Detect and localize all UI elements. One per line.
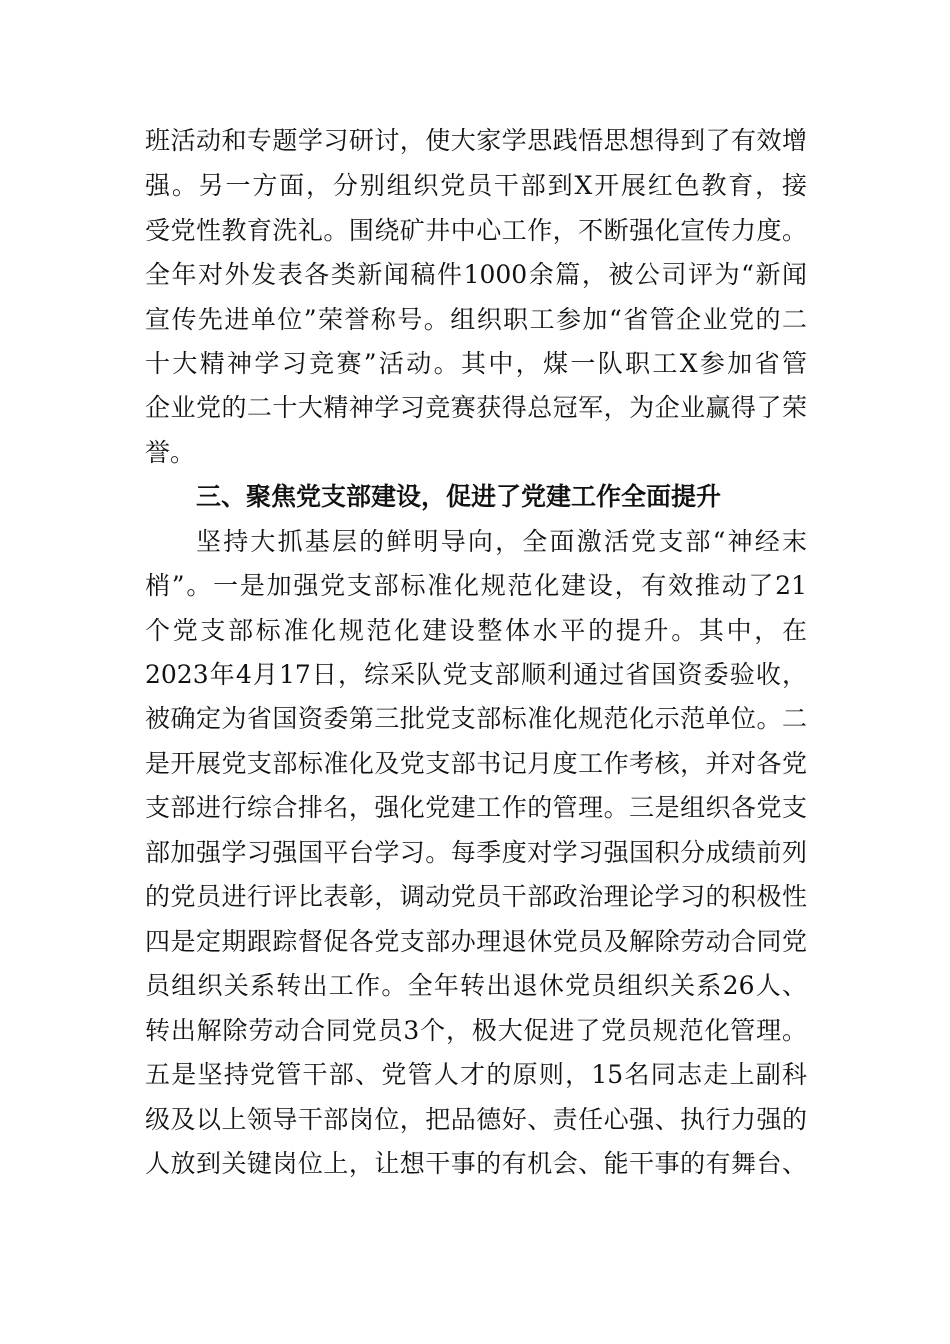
paragraph-line: 是开展党支部标准化及党支部书记月度工作考核，并对各党 — [145, 749, 807, 778]
paragraph-line: 全年对外发表各类新闻稿件1000余篇，被公司评为“新闻 — [145, 260, 807, 289]
section-heading: 三、聚焦党支部建设，促进了党建工作全面提升 — [196, 482, 722, 511]
paragraph-line: 梢”。一是加强党支部标准化规范化建设，有效推动了21 — [145, 571, 807, 600]
paragraph-line: 部加强学习强国平台学习。每季度对学习强国积分成绩前列 — [145, 838, 807, 867]
paragraph-line: 被确定为省国资委第三批党支部标准化规范化示范单位。二 — [145, 704, 807, 733]
paragraph-line: 宣传先进单位”荣誉称号。组织职工参加“省管企业党的二 — [145, 305, 807, 334]
paragraph-line: 员组织关系转出工作。全年转出退休党员组织关系26人、 — [145, 971, 807, 1000]
paragraph-line: 强。另一方面，分别组织党员干部到X开展红色教育，接 — [145, 171, 807, 200]
paragraph-line: 的党员进行评比表彰，调动党员干部政治理论学习的积极性 — [145, 882, 807, 911]
paragraph-line: 四是定期跟踪督促各党支部办理退休党员及解除劳动合同党 — [145, 927, 807, 956]
paragraph-line: 受党性教育洗礼。围绕矿井中心工作，不断强化宣传力度。 — [145, 216, 807, 245]
paragraph-line: 个党支部标准化规范化建设整体水平的提升。其中，在 — [145, 616, 807, 645]
paragraph-line: 十大精神学习竞赛”活动。其中，煤一队职工X参加省管 — [145, 349, 807, 378]
paragraph-line: 坚持大抓基层的鲜明导向，全面激活党支部“神经末 — [196, 527, 807, 556]
paragraph-line: 誉。 — [145, 438, 196, 467]
paragraph-line: 班活动和专题学习研讨，使大家学思践悟思想得到了有效增 — [145, 126, 807, 155]
paragraph-line: 五是坚持党管干部、党管人才的原则，15名同志走上副科 — [145, 1060, 807, 1089]
paragraph-line: 企业党的二十大精神学习竞赛获得总冠军，为企业赢得了荣 — [145, 393, 807, 422]
paragraph-line: 支部进行综合排名，强化党建工作的管理。三是组织各党支 — [145, 793, 807, 822]
paragraph-line: 转出解除劳动合同党员3个，极大促进了党员规范化管理。 — [145, 1016, 807, 1045]
paragraph-line: 人放到关键岗位上，让想干事的有机会、能干事的有舞台、 — [145, 1149, 807, 1178]
paragraph-line: 级及以上领导干部岗位，把品德好、责任心强、执行力强的 — [145, 1105, 807, 1134]
paragraph-line: 2023年4月17日，综采队党支部顺利通过省国资委验收， — [145, 660, 807, 689]
